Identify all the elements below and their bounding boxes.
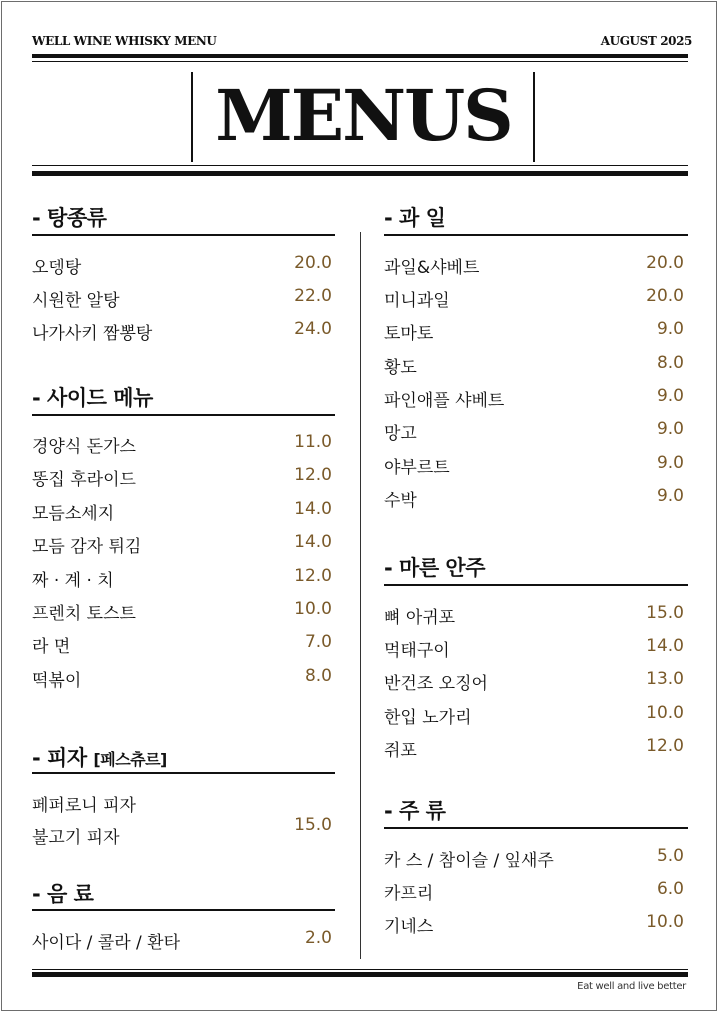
menu-item-price: 5.0 xyxy=(656,846,684,866)
column-divider xyxy=(360,232,361,959)
title-bar-right xyxy=(533,72,535,162)
menu-item-name: 시원한 알탕 xyxy=(32,291,120,311)
menu-item-price: 9.0 xyxy=(656,486,684,506)
menu-item-name: 오뎅탕 xyxy=(32,258,82,278)
menu-item-name: 불고기 피자 xyxy=(32,828,120,848)
menu-item-price: 20.0 xyxy=(294,253,332,273)
menu-item-name: 야부르트 xyxy=(384,458,450,478)
menu-item-price: 9.0 xyxy=(656,319,684,339)
menu-item-name: 라 면 xyxy=(32,637,71,657)
menu-item-price: 9.0 xyxy=(656,419,684,439)
menu-item-price: 14.0 xyxy=(294,532,332,552)
menu-item-price: 13.0 xyxy=(646,669,684,689)
menu-item-name: 페퍼로니 피자 xyxy=(32,796,136,816)
menu-item-name: 토마토 xyxy=(384,324,434,344)
menu-item-price: 6.0 xyxy=(656,879,684,899)
menu-item-name: 파인애플 샤베트 xyxy=(384,391,505,411)
menu-item-name: 모듬소세지 xyxy=(32,504,115,524)
section-title-liquor: - 주 류 xyxy=(384,799,446,823)
menu-item-price: 9.0 xyxy=(656,386,684,406)
menu-item-price: 20.0 xyxy=(646,253,684,273)
section-subtitle-pizza: [페스츄르] xyxy=(93,750,167,769)
section-line-side xyxy=(32,414,335,416)
menu-item-price: 15.0 xyxy=(646,603,684,623)
menu-item-price: 7.0 xyxy=(304,632,332,652)
menu-item-name: 경양식 돈가스 xyxy=(32,437,136,457)
divider-top-thick xyxy=(32,54,688,58)
section-title-pizza-main: - 피자 xyxy=(32,746,87,770)
divider-header-thick xyxy=(32,171,688,176)
section-title-drinks: - 음 료 xyxy=(32,882,94,906)
menu-item-name: 황도 xyxy=(384,358,417,378)
page-title: MENUS xyxy=(215,74,512,157)
footer-slogan: Eat well and live better xyxy=(577,981,686,992)
menu-item-name: 나가사키 짬뽕탕 xyxy=(32,324,153,344)
menu-item-price: 11.0 xyxy=(294,432,332,452)
divider-top-thin xyxy=(32,61,688,62)
divider-bottom-thin xyxy=(32,969,688,970)
section-line-drinks xyxy=(32,909,335,911)
menu-date: AUGUST 2025 xyxy=(600,34,692,48)
section-title-fruit: - 과 일 xyxy=(384,206,446,230)
menu-item-price: 10.0 xyxy=(646,703,684,723)
menu-item-name: 쥐포 xyxy=(384,741,417,761)
section-title-pizza xyxy=(32,742,167,772)
menu-item-name: 똥집 후라이드 xyxy=(32,470,136,490)
brand-name: WELL WINE WHISKY MENU xyxy=(32,34,217,48)
menu-item-price: 10.0 xyxy=(646,912,684,932)
menu-item-name: 프렌치 토스트 xyxy=(32,604,136,624)
menu-item-price: 12.0 xyxy=(294,465,332,485)
section-line-pizza xyxy=(32,772,335,774)
menu-item-price: 20.0 xyxy=(646,286,684,306)
menu-item-price: 22.0 xyxy=(294,286,332,306)
menu-item-price: 12.0 xyxy=(646,736,684,756)
menu-item-name: 수박 xyxy=(384,491,417,511)
divider-header-thin xyxy=(32,165,688,166)
menu-item-price: 14.0 xyxy=(294,499,332,519)
menu-item-name: 미니과일 xyxy=(384,291,450,311)
menu-item-price: 15.0 xyxy=(294,815,332,835)
menu-page xyxy=(1,1,717,1011)
section-title-soup: - 탕종류 xyxy=(32,206,107,230)
section-line-fruit xyxy=(384,234,688,236)
menu-item-name: 짜 · 계 · 치 xyxy=(32,571,114,591)
menu-item-price: 2.0 xyxy=(304,928,332,948)
menu-item-name: 카 스 / 참이슬 / 잎새주 xyxy=(384,851,554,871)
section-line-liquor xyxy=(384,827,688,829)
menu-item-price: 8.0 xyxy=(304,666,332,686)
menu-item-price: 14.0 xyxy=(646,636,684,656)
menu-item-name: 반건조 오징어 xyxy=(384,674,488,694)
menu-item-name: 기네스 xyxy=(384,917,434,937)
menu-item-price: 9.0 xyxy=(656,453,684,473)
section-line-dry-snacks xyxy=(384,584,688,586)
section-title-dry-snacks: - 마른 안주 xyxy=(384,556,485,580)
menu-item-price: 24.0 xyxy=(294,319,332,339)
divider-bottom-thick xyxy=(32,972,688,977)
menu-item-name: 모듬 감자 튀김 xyxy=(32,537,142,557)
menu-item-price: 8.0 xyxy=(656,353,684,373)
menu-item-name: 카프리 xyxy=(384,884,434,904)
section-line-soup xyxy=(32,234,335,236)
section-title-side: - 사이드 메뉴 xyxy=(32,386,153,410)
menu-item-name: 한입 노가리 xyxy=(384,708,472,728)
menu-item-name: 뼈 아귀포 xyxy=(384,608,456,628)
menu-item-price: 10.0 xyxy=(294,599,332,619)
menu-item-name: 떡볶이 xyxy=(32,671,82,691)
menu-item-name: 먹태구이 xyxy=(384,641,450,661)
menu-item-name: 과일&샤베트 xyxy=(384,258,480,278)
menu-item-name: 망고 xyxy=(384,424,417,444)
menu-item-price: 12.0 xyxy=(294,566,332,586)
menu-item-name: 사이다 / 콜라 / 환타 xyxy=(32,933,181,953)
